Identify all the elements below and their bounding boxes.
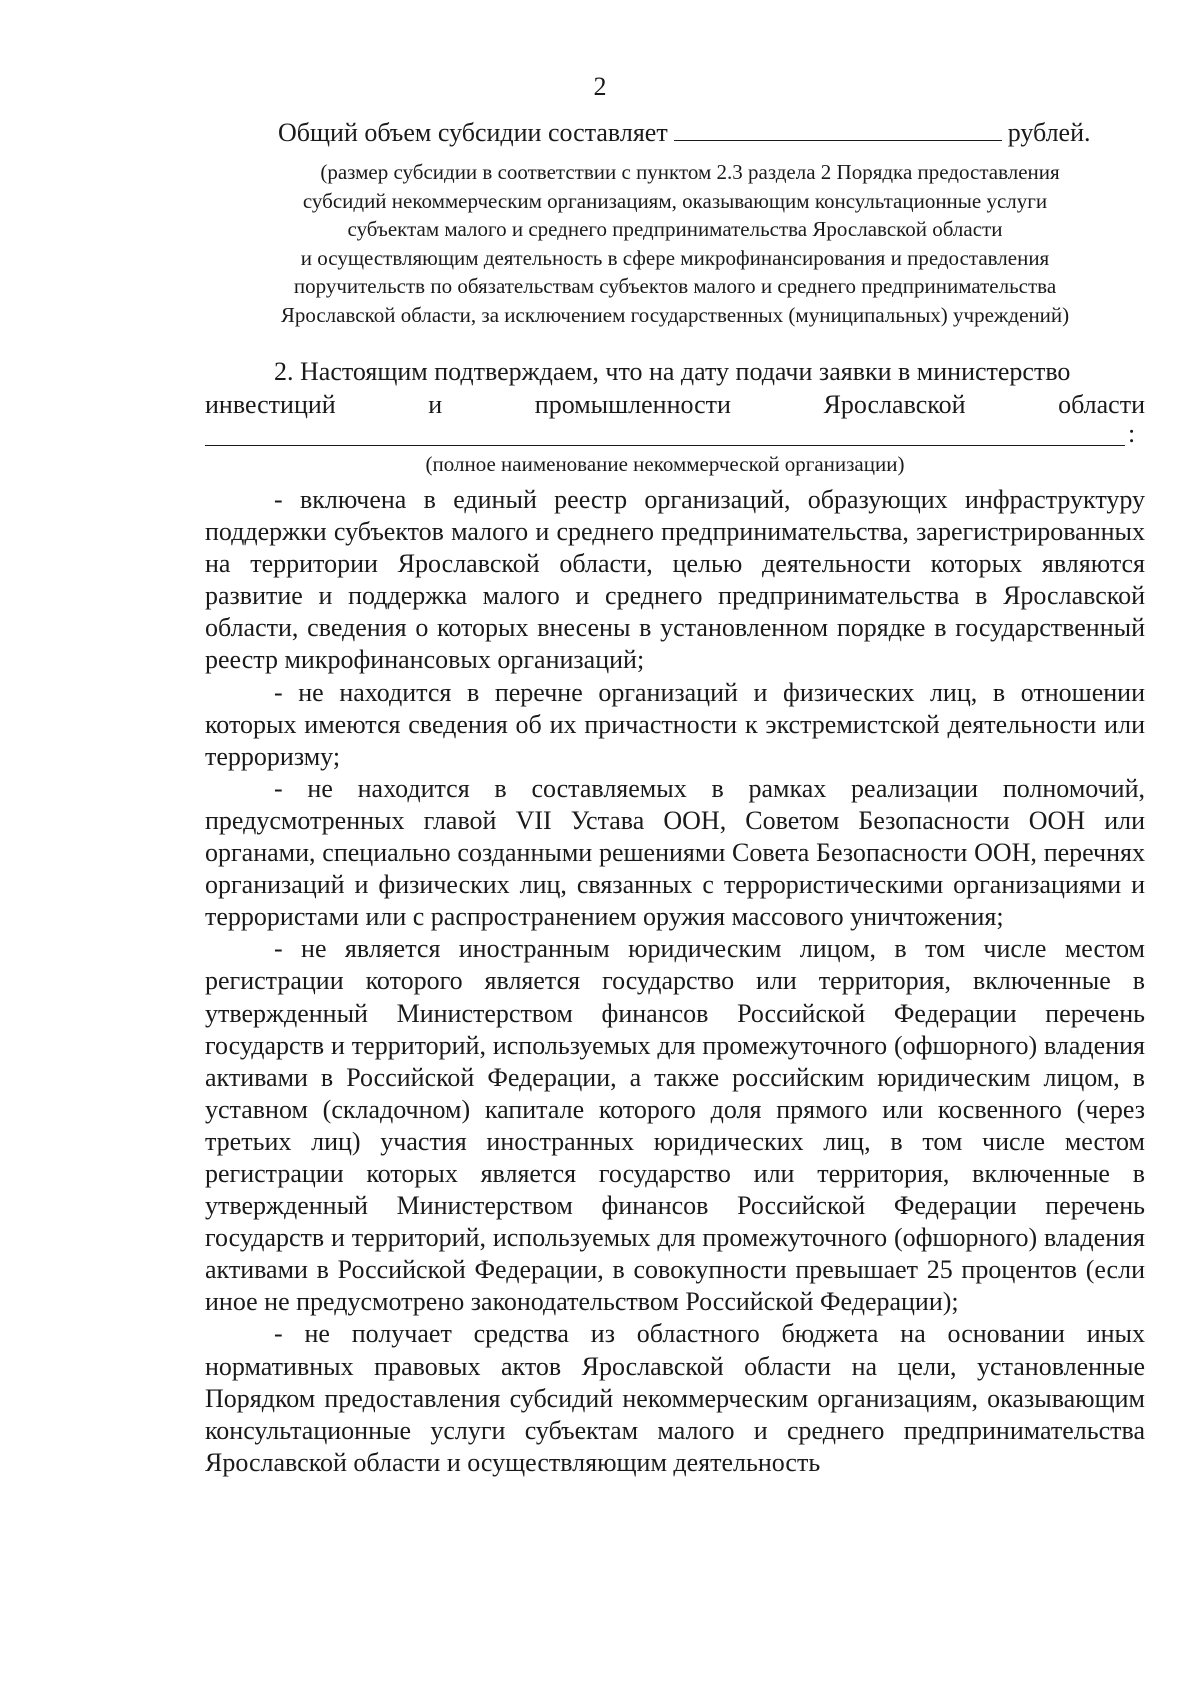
subsidy-amount-line bbox=[278, 117, 1091, 149]
subsidy-amount-label: Общий объем субсидии составляет bbox=[278, 118, 668, 147]
subsidy-note-line-6: Ярославской области, за исключением государственных (муниципальных) учреждений) bbox=[280, 303, 1070, 327]
subsidy-amount-unit: рублей. bbox=[1007, 118, 1091, 147]
condition-registry: - включена в единый реестр организаций, образующих инфраструктуру поддержки субъектов малого и среднего предпринимательства, зарегистрированных на территории Ярославской области, целью деятельности которых являются развитие и поддержка малого и среднего предпринимательства в Ярославской области, сведения о которых внесены в установленном порядке в государственный реестр микрофинансовых организаций; bbox=[205, 485, 1145, 675]
condition-extremism: - не находится в перечне организаций и физических лиц, в отношении которых имеются сведения об их причастности к экстремистской деятельности или терроризму; bbox=[205, 677, 1145, 771]
section2-line-2: инвестиций и промышленности Ярославской области bbox=[205, 390, 1145, 419]
page-number: 2 bbox=[593, 72, 607, 101]
conditions-list bbox=[205, 484, 1145, 1479]
subsidy-note-line-4: и осуществляющим деятельность в сфере микрофинансирования и предоставления bbox=[300, 245, 1050, 270]
organization-name-colon: : bbox=[1128, 419, 1136, 448]
subsidy-amount-blank bbox=[674, 118, 1002, 141]
subsidy-note-line-5: поручительств по обязательствам субъектов малого и среднего предпринимательства bbox=[293, 274, 1057, 299]
condition-foreign-entity: - не является иностранным юридическим лицом, в том числе местом регистрации которого является государство или территория, включенные в утвержденный Министерством финансов Российской Федерации перечень государств и территорий, используемых для промежуточного (офшорного) владения активами в Российской Федерации, а также российским юридическим лицом, в уставном (складочном) капитале которого доля прямого или косвенного (через третьих лиц) участия иностранных юридических лиц, в том числе местом регистрации которых является государство или территория, включенные в утвержденный Министерством финансов Российской Федерации перечень государств и территорий, используемых для промежуточного (офшорного) владения активами в Российской Федерации, в совокупности превышает 25 процентов (если иное не предусмотрено законодательством Российской Федерации); bbox=[205, 934, 1145, 1317]
subsidy-note-line-2: субсидий некоммерческим организациям, оказывающим консультационные услуги bbox=[302, 188, 1048, 213]
condition-other-funds: - не получает средства из областного бюджета на основании иных нормативных правовых актов Ярославской области на цели, установленные Порядком предоставления субсидий некоммерческим организациям, оказывающим консультационные услуги субъектам малого и среднего предпринимательства Ярославской области и осуществляющим деятельность bbox=[205, 1319, 1145, 1477]
organization-name-blank bbox=[205, 445, 1125, 446]
organization-name-caption: (полное наименование некоммерческой организации) bbox=[425, 452, 905, 476]
section2-line-1: 2. Настоящим подтверждаем, что на дату подачи заявки в министерство bbox=[274, 357, 1071, 386]
subsidy-note-line-3: субъектам малого и среднего предпринимательства Ярославской области bbox=[347, 217, 1003, 242]
condition-un-lists: - не находится в составляемых в рамках реализации полномочий, предусмотренных главой VII Устава ООН, Советом Безопасности ООН или органами, специально созданными решениями Совета Безопасности ООН, перечнях организаций и физических лиц, связанных с террористическими организациями и террористами или с распространением оружия массового уничтожения; bbox=[205, 773, 1145, 932]
subsidy-note-line-1: (размер субсидии в соответствии с пунктом 2.3 раздела 2 Порядка предоставления bbox=[320, 160, 1060, 184]
